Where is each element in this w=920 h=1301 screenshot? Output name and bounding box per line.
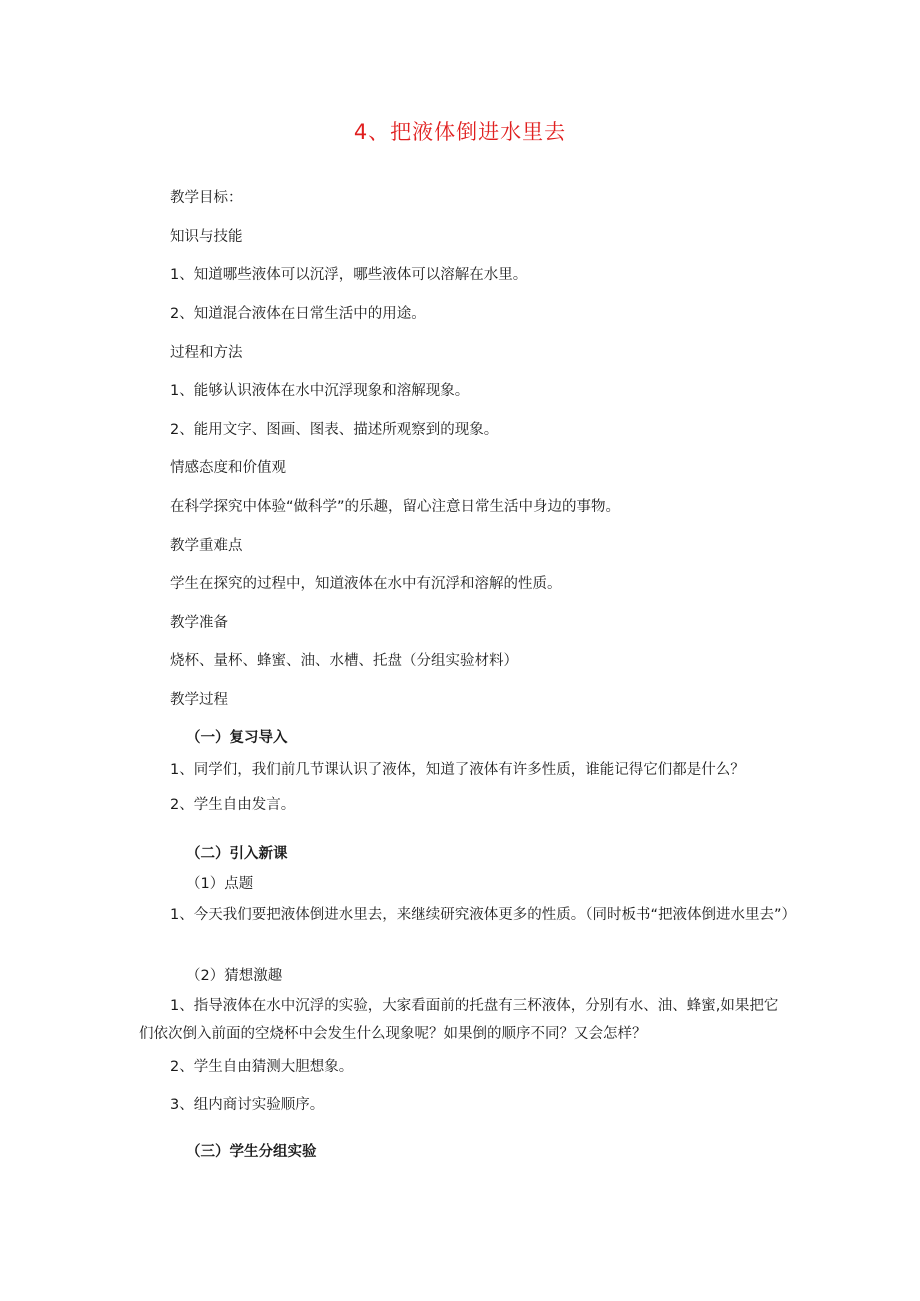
key-difficulties-text: 学生在探究的过程中，知道液体在水中有沉浮和溶解的性质。 [170, 576, 562, 592]
process-methods-heading: 过程和方法 [170, 345, 243, 361]
section-item: 3、组内商讨实验顺序。 [170, 1097, 325, 1113]
knowledge-skills-heading: 知识与技能 [170, 229, 243, 245]
key-difficulties-heading: 教学重难点 [170, 538, 243, 554]
preparation-heading: 教学准备 [170, 615, 228, 631]
section-item: 1、同学们，我们前几节课认识了液体，知道了液体有许多性质，谁能记得它们都是什么？ [170, 762, 745, 778]
objective-item: 2、能用文字、图画、图表、描述所观察到的现象。 [170, 422, 499, 438]
preparation-text: 烧杯、量杯、蜂蜜、油、水槽、托盘（分组实验材料） [170, 653, 518, 669]
objective-item: 2、知道混合液体在日常生活中的用途。 [170, 306, 426, 322]
teaching-objectives-label: 教学目标： [170, 190, 243, 206]
attitude-values-heading: 情感态度和价值观 [170, 460, 286, 476]
section-item: 2、学生自由猜测大胆想象。 [170, 1059, 354, 1075]
process-heading: 教学过程 [170, 692, 228, 708]
objective-item: 在科学探究中体验“做科学”的乐趣，留心注意日常生活中身边的事物。 [170, 499, 621, 515]
objective-item: 1、能够认识液体在水中沉浮现象和溶解现象。 [170, 383, 470, 399]
objective-item: 1、知道哪些液体可以沉浮，哪些液体可以溶解在水里。 [170, 267, 528, 283]
page-title: 4、把液体倒进水里去 [353, 120, 567, 144]
section-heading: （二）引入新课 [186, 846, 288, 862]
section-paragraph: 1、今天我们要把液体倒进水里去，来继续研究液体更多的性质。（同时板书“把液体倒进水里去”） [170, 907, 796, 923]
section-heading: （一）复习导入 [186, 730, 288, 746]
subsection-heading: （2）猜想激趣 [186, 968, 283, 984]
section-paragraph: 1、指导液体在水中沉浮的实验，大家看面前的托盘有三杯液体，分别有水、油、蜂蜜,如果把它们依次倒入前面的空烧杯中会发生什么现象呢？如果倒的顺序不同？又会怎样？ [139, 998, 779, 1042]
subsection-heading: （1）点题 [186, 876, 254, 892]
section-item: 2、学生自由发言。 [170, 797, 296, 813]
section-heading: （三）学生分组实验 [186, 1144, 317, 1160]
